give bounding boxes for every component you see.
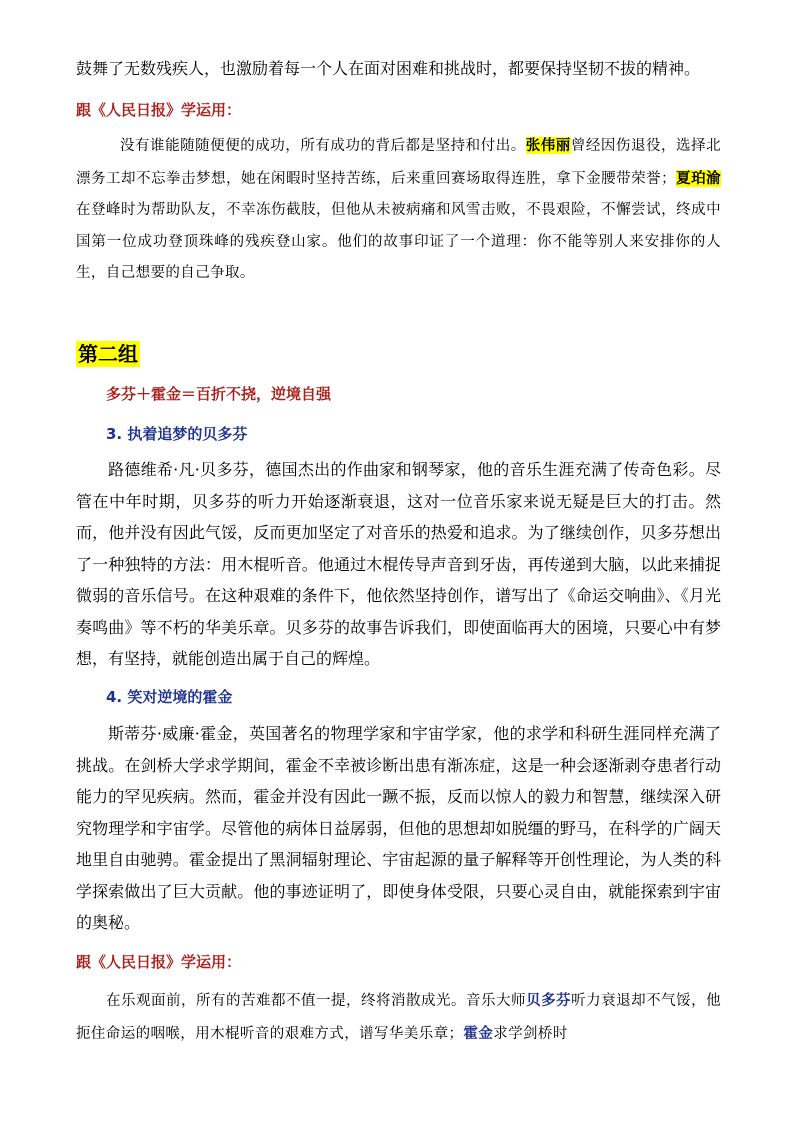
usage-text-pre: 在乐观面前，所有的苦难都不值一提，终将消散成光。音乐大师 (106, 993, 527, 1009)
learn-heading-2 (76, 951, 721, 972)
section-title: 3. 执着追梦的贝多芬 (106, 425, 248, 443)
section-3-heading (106, 423, 721, 444)
section-4-body (76, 718, 721, 939)
group-theme-text: 多芬＋霍金＝百折不挠，逆境自强 (106, 385, 332, 403)
learn-label: 跟《人民日报》学运用： (76, 101, 242, 119)
highlight-name: 霍金 (463, 1024, 494, 1042)
group-title: 第二组 (78, 342, 138, 366)
section-4-heading (106, 686, 721, 707)
section-text: 斯蒂芬·威廉·霍金，英国著名的物理学家和宇宙学家，他的求学和科研生涯同样充满了挑战。在剑桥大学求学期间，霍金不幸被诊断出患有渐冻症，这是一种会逐渐剥夺患者行动能力的罕见疾病。然而，霍金并没有因此一蹶不振，反而以惊人的毅力和智慧，继续深入研究物理学和宇宙学。尽管他的病体日益孱弱，但他的思想却如脱缰的野马，在科学的广阔天地里自由驰骋。霍金提出了黑洞辐射理论、宇宙起源的量子解释等开创性理论，为人类的科学探索做出了巨大贡献。他的事迹证明了，即使身体受限，只要心灵自由，就能探索到宇宙的奥秘。 (76, 724, 721, 932)
section-3-body (76, 454, 721, 675)
section-text: 路德维希·凡·贝多芬，德国杰出的作曲家和钢琴家，他的音乐生涯充满了传奇色彩。尽管在中年时期，贝多芬的听力开始逐渐衰退，这对一位音乐家来说无疑是巨大的打击。然而，他并没有因此气馁，反而更加坚定了对音乐的热爱和追求。为了继续创作，贝多芬想出了一种独特的方法：用木棍听音。他通过木棍传导声音到牙齿，再传递到大脑，以此来捕捉微弱的音乐信号。在这种艰难的条件下，他依然坚持创作，谱写出了《命运交响曲》、《月光奏鸣曲》等不朽的华美乐章。贝多芬的故事告诉我们，即使面临再大的困境，只要心中有梦想，有坚持，就能创造出属于自己的辉煌。 (76, 460, 721, 668)
usage-text (76, 985, 721, 1050)
usage-text-mid: 曾经因伤退役，选择北漂务工却不忘拳击梦想，她在闲暇时坚持苦练，后来重回赛场取得连胜，拿下金腰带荣誉； (76, 138, 721, 187)
highlight-name: 张伟丽 (525, 137, 571, 154)
usage-text-pre: 没有谁能随随便便的成功，所有成功的背后都是坚持和付出。 (120, 138, 526, 154)
usage-text (76, 130, 721, 290)
usage-example-1 (76, 130, 721, 290)
learn-heading-1 (76, 99, 721, 120)
paragraph-text: 鼓舞了无数残疾人，也激励着每一个人在面对困难和挑战时，都要保持坚韧不拔的精神。 (76, 59, 701, 78)
learn-label: 跟《人民日报》学运用： (76, 953, 242, 971)
usage-example-2 (76, 985, 721, 1050)
section-title: 4. 笑对逆境的霍金 (106, 688, 233, 706)
highlight-name: 夏珀渝 (676, 169, 722, 187)
group-heading (76, 341, 721, 367)
usage-text-mid: 听力衰退却不气馁，他扼住命运的咽喉，用木棍听音的艰难方式，谱写华美乐章； (76, 993, 722, 1042)
paragraph-continued (76, 53, 721, 85)
group-theme (106, 383, 721, 404)
usage-text-post: 在登峰时为帮助队友，不幸冻伤截肢，但他从未被病痛和风雪击败，不畏艰险，不懈尝试，终成中国第一位成功登顶珠峰的残疾登山家。他们的故事印证了一个道理：你不能等别人来安排你的人生，自己想要的自己争取。 (76, 202, 721, 282)
usage-text-post: 求学剑桥时 (493, 1025, 568, 1042)
highlight-name: 贝多芬 (526, 992, 572, 1009)
